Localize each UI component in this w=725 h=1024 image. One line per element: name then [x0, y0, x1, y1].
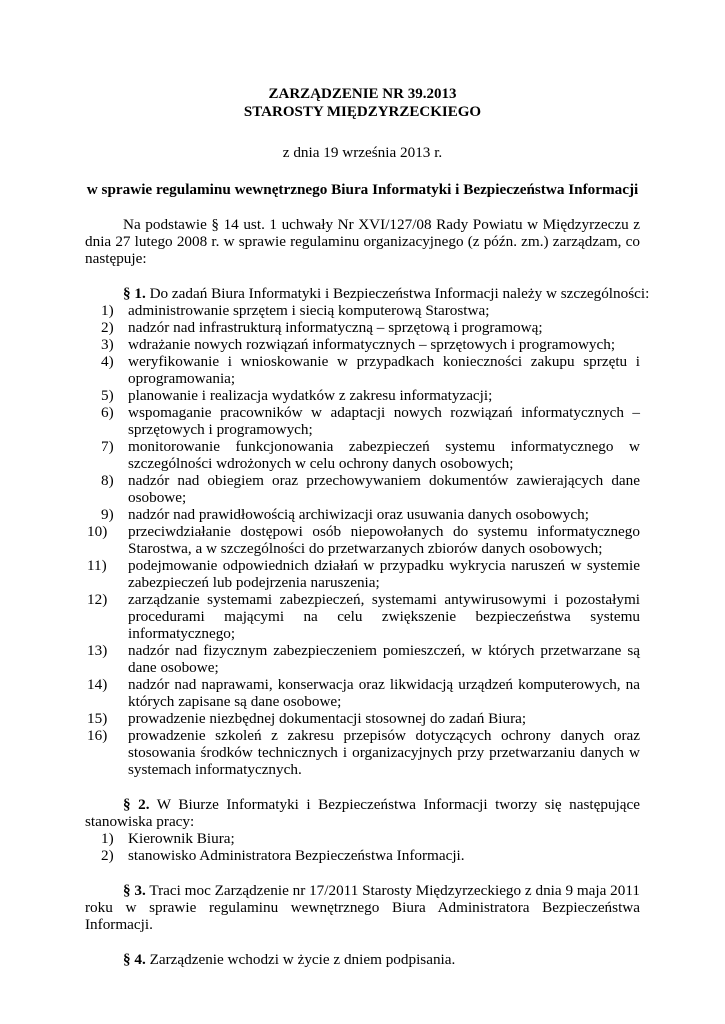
list-item-text: przeciwdziałanie dostępowi osób niepowołanych do systemu informatycznego Starostwa, a w szczególności do przetwarzanych zbiorów danych osobowych; [128, 523, 640, 557]
list-item-text: podejmowanie odpowiednich działań w przypadku wykrycia naruszeń w systemie zabezpieczeń lub podejrzenia naruszenia; [128, 557, 640, 591]
list-item-number: 5) [101, 387, 114, 404]
list-item-number: 4) [101, 353, 114, 370]
list-item-number: 1) [101, 302, 114, 319]
section-4-label: § 4. [123, 951, 146, 968]
list-item-text: prowadzenie niezbędnej dokumentacji stosownej do zadań Biura; [128, 710, 527, 727]
list-item-text: administrowanie sprzętem i siecią komputerową Starostwa; [128, 302, 490, 319]
section-2-text: W Biurze Informatyki i Bezpieczeństwa Informacji tworzy się następujące stanowiska pracy: [85, 796, 641, 830]
section-1-text: Do zadań Biura Informatyki i Bezpieczeństwa Informacji należy w szczególności: [149, 285, 650, 302]
list-item-number: 3) [101, 336, 114, 353]
section-1-label: § 1. [123, 285, 146, 302]
section-3-paragraph [85, 882, 640, 933]
list-item-number: 11) [87, 557, 107, 574]
list-item [85, 847, 640, 864]
section-4-text: Zarządzenie wchodzi w życie z dniem podpisania. [149, 951, 456, 968]
document-page [85, 85, 650, 968]
list-item [85, 557, 640, 591]
section-2-paragraph [85, 796, 640, 830]
document-title [85, 85, 640, 121]
list-item-number: 2) [101, 847, 114, 864]
list-item-number: 2) [101, 319, 114, 336]
list-item-text: weryfikowanie i wnioskowanie w przypadkach konieczności zakupu sprzętu i oprogramowania; [128, 353, 640, 387]
list-item-number: 9) [101, 506, 114, 523]
list-item [85, 727, 640, 778]
list-item-text: nadzór nad fizycznym zabezpieczeniem pomieszczeń, w których przetwarzane są dane osobowe; [128, 642, 640, 676]
list-item-number: 13) [87, 642, 108, 659]
list-item-text: wdrażanie nowych rozwiązań informatycznych – sprzętowych i programowych; [128, 336, 616, 353]
section-1-list [85, 302, 640, 778]
list-item-number: 8) [101, 472, 114, 489]
document-date: z dnia 19 września 2013 r. [282, 144, 443, 161]
document-subject: w sprawie regulaminu wewnętrznego Biura Informatyki i Bezpieczeństwa Informacji [86, 181, 639, 198]
section-1-heading [85, 285, 650, 302]
list-item-text: planowanie i realizacja wydatków z zakresu informatyzacji; [128, 387, 493, 404]
section-4-paragraph [85, 951, 640, 968]
list-item [85, 319, 640, 336]
list-item [85, 387, 640, 404]
list-item [85, 642, 640, 676]
list-item-text: wspomaganie pracowników w adaptacji nowych rozwiązań informatycznych – sprzętowych i programowych; [128, 404, 640, 438]
list-item-text: prowadzenie szkoleń z zakresu przepisów dotyczących ochrony danych oraz stosowania środków technicznych i organizacyjnych przy przetwarzaniu danych w systemach informatycznych. [128, 727, 640, 778]
list-item-text: nadzór nad naprawami, konserwacja oraz likwidacją urządzeń komputerowych, na których zapisane są dane osobowe; [128, 676, 640, 710]
list-item-number: 14) [87, 676, 108, 693]
section-3-label: § 3. [123, 882, 146, 899]
list-item [85, 472, 640, 506]
list-item-text: stanowisko Administratora Bezpieczeństwa Informacji. [128, 847, 465, 864]
list-item [85, 336, 640, 353]
list-item [85, 523, 640, 557]
list-item-text: monitorowanie funkcjonowania zabezpieczeń systemu informatycznego w szczególności wdrożonych w celu ochrony danych osobowych; [128, 438, 640, 472]
list-item-text: zarządzanie systemami zabezpieczeń, systemami antywirusowymi i pozostałymi procedurami mającymi na celu zwiększenie bezpieczeństwa systemu informatycznego; [128, 591, 640, 642]
section-2-label: § 2. [123, 796, 150, 813]
list-item [85, 710, 640, 727]
list-item [85, 830, 640, 847]
list-item [85, 676, 640, 710]
title-line-2: STAROSTY MIĘDZYRZECKIEGO [243, 104, 482, 120]
list-item-number: 7) [101, 438, 114, 455]
list-item-number: 10) [87, 523, 108, 540]
list-item [85, 404, 640, 438]
title-line-1: ZARZĄDZENIE NR 39.2013 [268, 86, 457, 102]
list-item [85, 353, 640, 387]
list-item-text: nadzór nad prawidłowością archiwizacji oraz usuwania danych osobowych; [128, 506, 589, 523]
list-item [85, 302, 640, 319]
list-item-number: 12) [87, 591, 108, 608]
list-item-text: nadzór nad obiegiem oraz przechowywaniem dokumentów zawierających dane osobowe; [128, 472, 640, 506]
list-item-text: Kierownik Biura; [128, 830, 235, 847]
list-item [85, 438, 640, 472]
intro-paragraph: Na podstawie § 14 ust. 1 uchwały Nr XVI/127/08 Rady Powiatu w Międzyrzeczu z dnia 27 lutego 2008 r. w sprawie regulaminu organizacyjnego (z późn. zm.) zarządzam, co następuje: [85, 216, 640, 267]
section-2-list [85, 830, 640, 864]
list-item-number: 6) [101, 404, 114, 421]
section-3-text: Traci moc Zarządzenie nr 17/2011 Starosty Międzyrzeckiego z dnia 9 maja 2011 roku w sprawie regulaminu wewnętrznego Biura Administratora Bezpieczeństwa Informacji. [85, 882, 640, 933]
list-item-number: 1) [101, 830, 114, 847]
list-item-text: nadzór nad infrastrukturą informatyczną – sprzętową i programową; [128, 319, 543, 336]
list-item-number: 15) [87, 710, 108, 727]
list-item [85, 591, 640, 642]
list-item-number: 16) [87, 727, 108, 744]
list-item [85, 506, 640, 523]
